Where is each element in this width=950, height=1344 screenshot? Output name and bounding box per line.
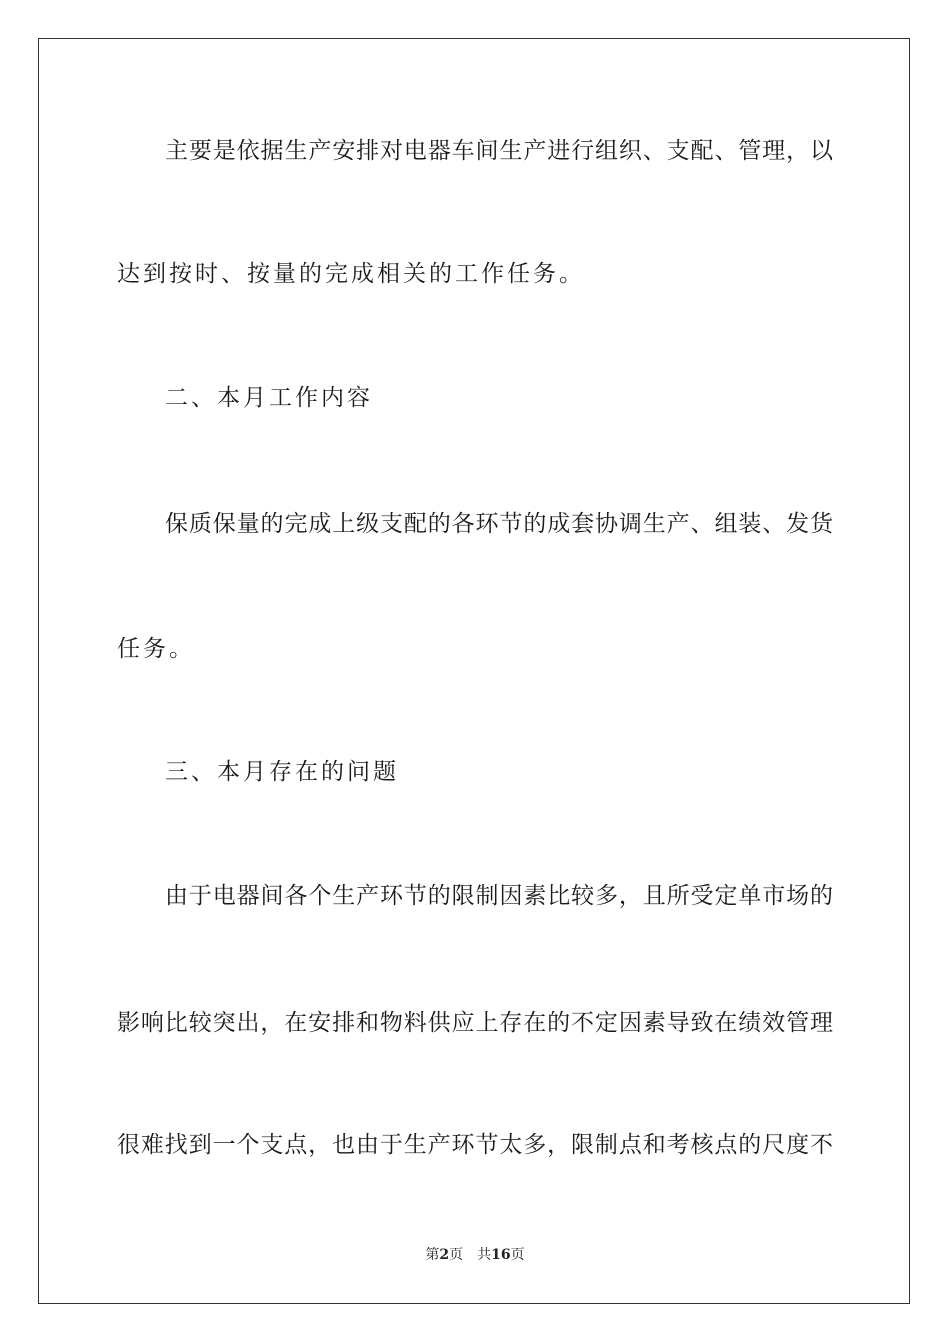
page-border <box>38 38 910 1304</box>
paragraph-line: 由于电器间各个生产环节的限制因素比较多，且所受定单市场的 <box>165 883 833 909</box>
page-number: 2 <box>439 1247 450 1263</box>
paragraph-line: 达到按时、按量的完成相关的工作任务。 <box>117 261 585 287</box>
section-heading: 三、本月存在的问题 <box>165 759 399 785</box>
paragraph-line: 很难找到一个支点，也由于生产环节太多，限制点和考核点的尺度不 <box>117 1132 833 1158</box>
paragraph-line: 影响比较突出，在安排和物料供应上存在的不定因素导致在绩效管理 <box>117 1010 833 1036</box>
page-suffix: 页 <box>449 1247 464 1263</box>
section-heading: 二、本月工作内容 <box>165 385 373 411</box>
paragraph-line: 主要是依据生产安排对电器车间生产进行组织、支配、管理，以 <box>165 138 833 164</box>
total-pages: 16 <box>491 1247 511 1263</box>
paragraph-line: 任务。 <box>117 636 195 662</box>
page-prefix: 第 <box>425 1247 440 1263</box>
paragraph-line: 保质保量的完成上级支配的各环节的成套协调生产、组装、发货 <box>165 511 833 537</box>
total-prefix: 共 <box>477 1247 492 1263</box>
total-suffix: 页 <box>510 1247 525 1263</box>
page-footer <box>0 1246 950 1264</box>
